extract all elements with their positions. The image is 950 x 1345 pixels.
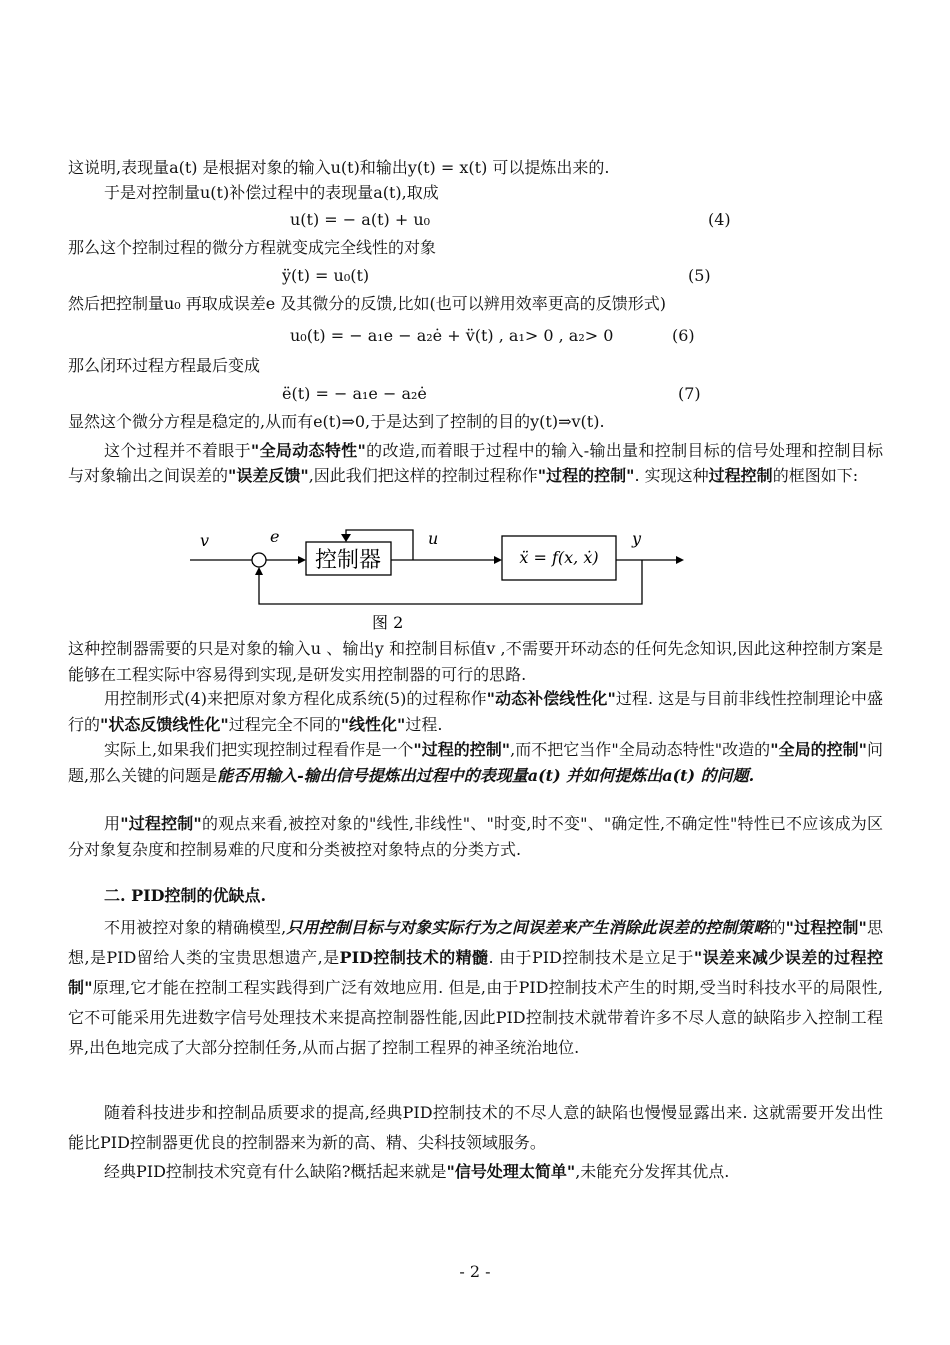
text-line: 这说明,表现量a(t) 是根据对象的输入u(t)和输出y(t) = x(t) 可以提炼出来的. (68, 158, 610, 177)
text-line: 那么这个控制过程的微分方程就变成完全线性的对象 (68, 238, 437, 257)
paragraph: 用控制形式(4)来把原对象方程化成系统(5)的过程称作"动态补偿线性化"过程. 这是与目前非线性控制理论中盛行的"状态反馈线性化"过程完全不同的"线性化"过程. (68, 689, 883, 734)
equation-number: (6) (672, 326, 695, 345)
signal-e-label: e (270, 527, 280, 546)
page-number: - 2 - (459, 1262, 491, 1281)
text-line: 那么闭环过程方程最后变成 (68, 356, 261, 375)
paragraph: 随着科技进步和控制品质要求的提高,经典PID控制技术的不尽人意的缺陷也慢慢显露出来. 这就需要开发出性能比PID控制器更优良的控制器来为新的高、精、尖科技领域服务。 (68, 1103, 883, 1152)
text-line: 显然这个微分方程是稳定的,从而有e(t)⇒0,于是达到了控制的目的y(t)⇒v(t). (68, 412, 605, 431)
paragraph: 经典PID控制技术究竟有什么缺陷?概括起来就是"信号处理太简单",未能充分发挥其优点. (104, 1162, 730, 1181)
paragraph: 不用被控对象的精确模型,只用控制目标与对象实际行为之间误差来产生消除此误差的控制策略的"过程控制"思想,是PID留给人类的宝贵思想遗产,是PID控制技术的精髓. 由于PID控制技术是立足于"误差来减少误差的过程控制"原理,它才能在控制工程实践得到广泛有效地应用. 但是,由于PID控制技术产生的时期,受当时科技水平的局限性,它不可能采用先进数字信号处理技术来提高控制器性能,因此PID控制技术就带着许多不尽人意的缺陷步入控制工程界,出色地完成了大部分控制任务,从而占据了控制工程界的神圣统治地位. (68, 918, 884, 1057)
equation-4: u(t) = − a(t) + u₀ (290, 210, 431, 229)
paragraph: 这个过程并不着眼于"全局动态特性"的改造,而着眼于过程中的输入-输出量和控制目标的信号处理和控制目标与对象输出之间误差的"误差反馈",因此我们把这样的控制过程称作"过程的控制". 实现这种过程控制的框图如下: (68, 441, 883, 485)
equation-number: (7) (678, 384, 701, 403)
section-heading: 二. PID控制的优缺点. (104, 886, 267, 905)
equation-number: (5) (688, 266, 711, 285)
text-line: 然后把控制量u₀ 再取成误差e 及其微分的反馈,比如(也可以辨用效率更高的反馈形式) (68, 294, 666, 313)
controller-label: 控制器 (314, 548, 382, 573)
plant-equation: ẍ = f(x, ẋ) (519, 548, 599, 567)
equation-6: u₀(t) = − a₁e − a₂ė + v̈(t) , a₁> 0 , a₂> 0 (290, 326, 614, 345)
equation-5: ÿ(t) = u₀(t) (282, 266, 370, 285)
equation-7: ë(t) = − a₁e − a₂ė (282, 384, 427, 403)
signal-u-label: u (428, 529, 439, 548)
paragraph: 这种控制器需要的只是对象的输入u 、输出y 和控制目标值v ,不需要开环动态的任何先念知识,因此这种控制方案是能够在工程实际中容易得到实现,是研发实用控制器的可行的思路. (68, 639, 883, 684)
paragraph: 用"过程控制"的观点来看,被控对象的"线性,非线性"、"时变,时不变"、"确定性,不确定性"特性已不应该成为区分对象复杂度和控制易难的尺度和分类被控对象特点的分类方式. (68, 814, 883, 859)
summing-junction (252, 553, 266, 567)
equation-number: (4) (708, 210, 731, 229)
signal-v-label: v (200, 531, 210, 550)
figure-caption: 图 2 (372, 613, 404, 632)
signal-y-label: y (632, 529, 642, 548)
text-line: 于是对控制量u(t)补偿过程中的表现量a(t),取成 (104, 183, 439, 202)
paragraph: 实际上,如果我们把实现控制过程看作是一个"过程的控制",而不把它当作"全局动态特性"改造的"全局的控制"问题,那么关键的问题是能否用输入-输出信号提炼出过程中的表现量a(t) 并如何提炼出a(t) 的问题. (68, 740, 883, 785)
block-diagram (180, 522, 700, 637)
